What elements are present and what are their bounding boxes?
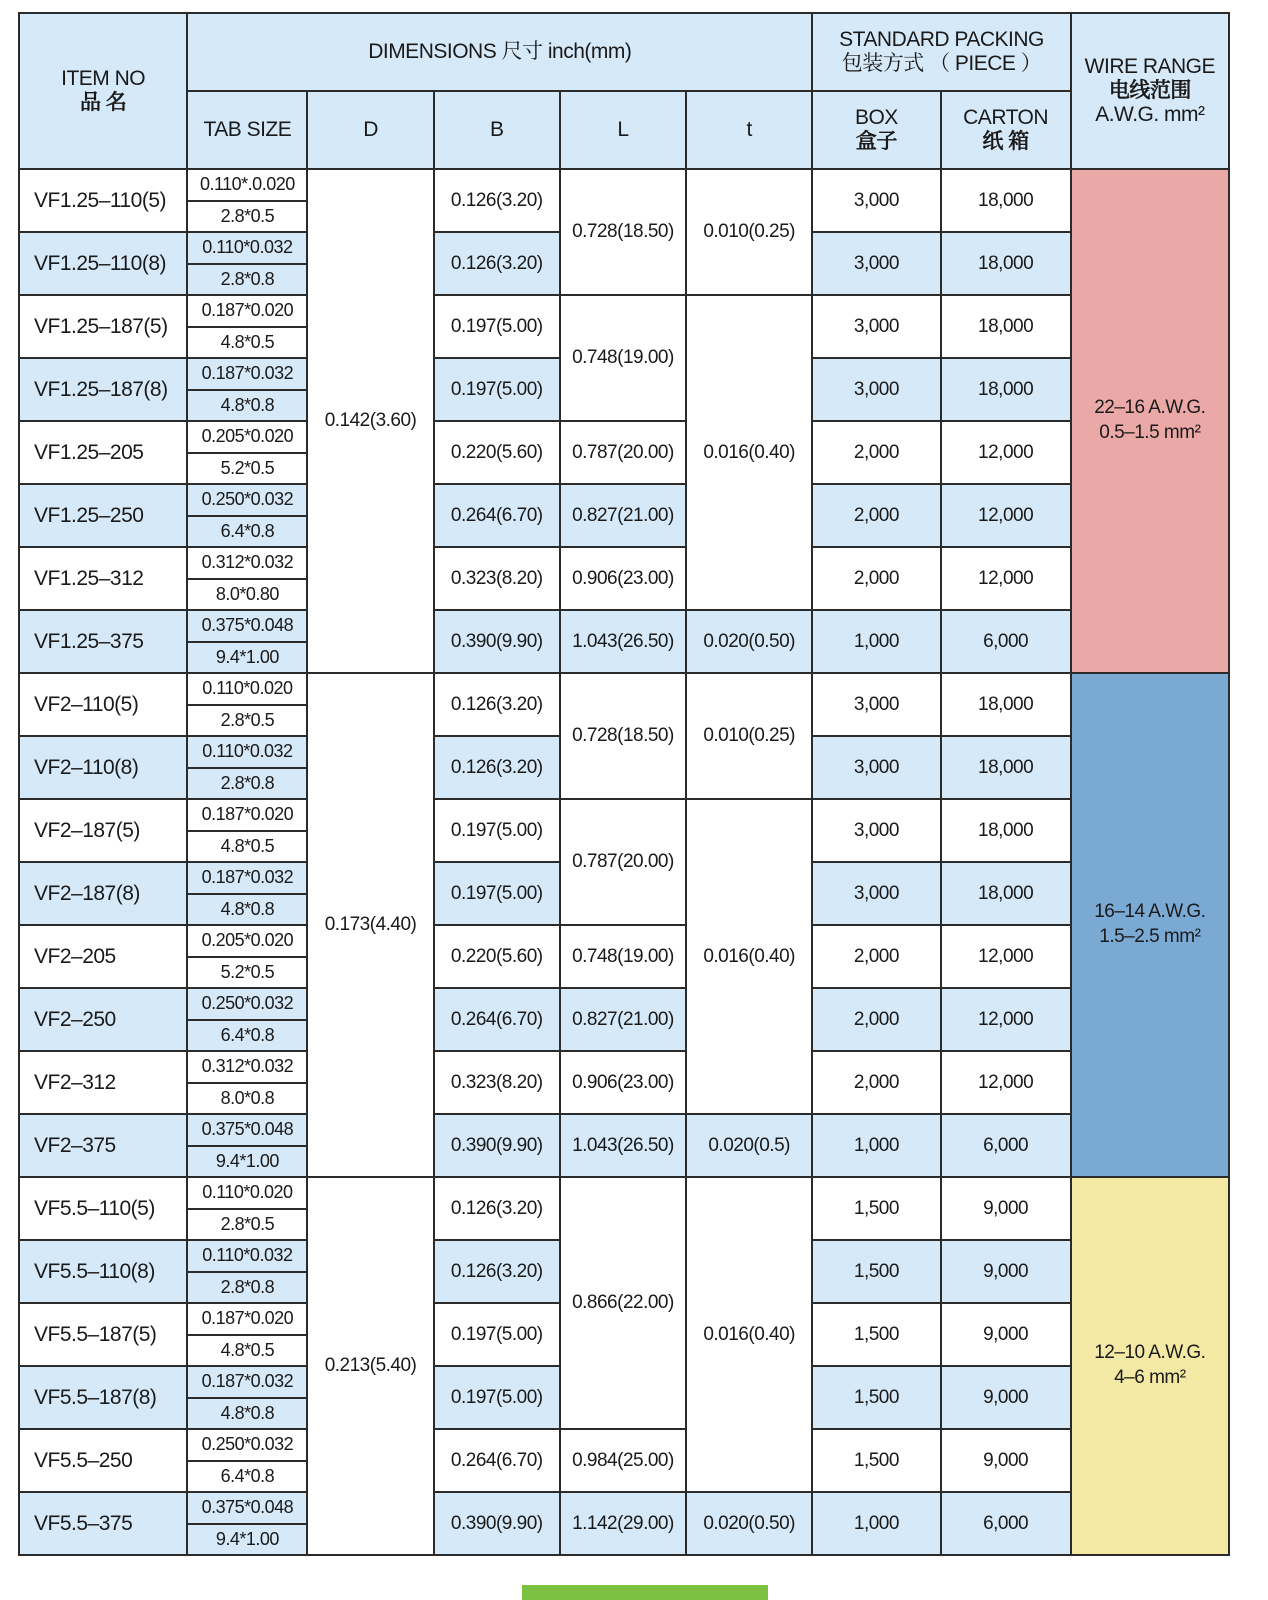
item-no-cell: VF2–187(8): [19, 862, 187, 925]
l-cell: 0.728(18.50): [560, 673, 686, 799]
header-wire-range-label: WIRE RANGE: [1084, 54, 1216, 78]
header-box-label: BOX: [854, 105, 898, 129]
item-no-cell: VF2–110(5): [19, 673, 187, 736]
tab-size-inch-cell: 0.205*0.020: [187, 421, 307, 453]
header-packing-label: STANDARD PACKING: [839, 27, 1044, 51]
carton-qty-cell: 12,000: [941, 925, 1071, 988]
t-cell: 0.010(0.25): [686, 673, 812, 799]
box-qty-cell: 1,500: [812, 1303, 940, 1366]
tab-size-inch-cell: 0.250*0.032: [187, 988, 307, 1020]
box-qty-cell: 1,500: [812, 1177, 940, 1240]
tab-size-inch-cell: 0.312*0.032: [187, 1051, 307, 1083]
carton-qty-cell: 9,000: [941, 1240, 1071, 1303]
table-row: [19, 1051, 1229, 1083]
b-cell: 0.197(5.00): [434, 358, 560, 421]
header-packing: [812, 13, 1070, 91]
wire-range-cell: [1071, 673, 1229, 1177]
b-cell: 0.197(5.00): [434, 799, 560, 862]
l-cell: 0.984(25.00): [560, 1429, 686, 1492]
item-no-cell: VF5.5–110(8): [19, 1240, 187, 1303]
box-qty-cell: 3,000: [812, 736, 940, 799]
box-qty-cell: 1,000: [812, 1114, 940, 1177]
box-qty-cell: 1,000: [812, 610, 940, 673]
l-cell: 0.787(20.00): [560, 421, 686, 484]
tab-size-mm-cell: 4.8*0.5: [187, 831, 307, 863]
item-no-cell: VF1.25–187(5): [19, 295, 187, 358]
box-qty-cell: 1,500: [812, 1429, 940, 1492]
tab-size-mm-cell: 4.8*0.8: [187, 390, 307, 422]
carton-qty-cell: 6,000: [941, 1492, 1071, 1555]
tab-size-mm-cell: 4.8*0.8: [187, 1398, 307, 1430]
b-cell: 0.126(3.20): [434, 736, 560, 799]
item-no-cell: VF5.5–187(5): [19, 1303, 187, 1366]
table-row: [19, 421, 1229, 453]
header-wire-range-unit: A.W.G. mm²: [1095, 103, 1205, 127]
b-cell: 0.264(6.70): [434, 1429, 560, 1492]
item-no-cell: VF2–205: [19, 925, 187, 988]
d-cell: 0.142(3.60): [307, 169, 433, 673]
carton-qty-cell: 18,000: [941, 736, 1071, 799]
box-qty-cell: 3,000: [812, 232, 940, 295]
table-row: [19, 484, 1229, 516]
footer-tab-decoration: [522, 1585, 768, 1600]
header-item-no-cn: 品 名: [79, 91, 127, 114]
carton-qty-cell: 18,000: [941, 673, 1071, 736]
carton-qty-cell: 9,000: [941, 1366, 1071, 1429]
box-qty-cell: 1,500: [812, 1240, 940, 1303]
item-no-cell: VF1.25–375: [19, 610, 187, 673]
b-cell: 0.390(9.90): [434, 610, 560, 673]
wire-range-mm2: 4–6 mm²: [1114, 1367, 1186, 1388]
t-cell: 0.016(0.40): [686, 1177, 812, 1492]
l-cell: 0.728(18.50): [560, 169, 686, 295]
b-cell: 0.390(9.90): [434, 1492, 560, 1555]
table-row: [19, 925, 1229, 957]
tab-size-mm-cell: 5.2*0.5: [187, 957, 307, 989]
tab-size-inch-cell: 0.110*0.032: [187, 232, 307, 264]
tab-size-inch-cell: 0.187*0.020: [187, 295, 307, 327]
carton-qty-cell: 9,000: [941, 1303, 1071, 1366]
box-qty-cell: 3,000: [812, 799, 940, 862]
t-cell: 0.020(0.5): [686, 1114, 812, 1177]
table-row: [19, 1492, 1229, 1524]
box-qty-cell: 2,000: [812, 547, 940, 610]
t-cell: 0.020(0.50): [686, 610, 812, 673]
tab-size-inch-cell: 0.187*0.020: [187, 1303, 307, 1335]
b-cell: 0.197(5.00): [434, 1366, 560, 1429]
table-row: [19, 610, 1229, 642]
item-no-cell: VF5.5–187(8): [19, 1366, 187, 1429]
b-cell: 0.126(3.20): [434, 1240, 560, 1303]
item-no-cell: VF1.25–187(8): [19, 358, 187, 421]
l-cell: 0.866(22.00): [560, 1177, 686, 1429]
l-cell: 0.827(21.00): [560, 988, 686, 1051]
carton-qty-cell: 6,000: [941, 610, 1071, 673]
header-item-no: [19, 13, 187, 169]
tab-size-mm-cell: 6.4*0.8: [187, 1461, 307, 1493]
l-cell: 0.748(19.00): [560, 295, 686, 421]
carton-qty-cell: 12,000: [941, 484, 1071, 547]
table-row: [19, 547, 1229, 579]
tab-size-inch-cell: 0.205*0.020: [187, 925, 307, 957]
carton-qty-cell: 18,000: [941, 862, 1071, 925]
header-t: t: [686, 91, 812, 169]
tab-size-mm-cell: 9.4*1.00: [187, 642, 307, 674]
tab-size-mm-cell: 8.0*0.8: [187, 1083, 307, 1115]
tab-size-mm-cell: 9.4*1.00: [187, 1146, 307, 1178]
d-cell: 0.173(4.40): [307, 673, 433, 1177]
header-item-no-label: ITEM NO: [61, 66, 146, 90]
b-cell: 0.126(3.20): [434, 169, 560, 232]
wire-range-mm2: 1.5–2.5 mm²: [1099, 926, 1201, 947]
carton-qty-cell: 9,000: [941, 1429, 1071, 1492]
box-qty-cell: 3,000: [812, 169, 940, 232]
header-tab-size: TAB SIZE: [187, 91, 307, 169]
tab-size-inch-cell: 0.187*0.032: [187, 862, 307, 894]
table-row: [19, 799, 1229, 831]
b-cell: 0.323(8.20): [434, 1051, 560, 1114]
tab-size-mm-cell: 2.8*0.8: [187, 768, 307, 800]
tab-size-mm-cell: 2.8*0.8: [187, 1272, 307, 1304]
t-cell: 0.016(0.40): [686, 799, 812, 1114]
spec-table-body: [19, 169, 1229, 1555]
item-no-cell: VF1.25–312: [19, 547, 187, 610]
b-cell: 0.220(5.60): [434, 925, 560, 988]
header-d: D: [307, 91, 433, 169]
wire-range-cell: [1071, 1177, 1229, 1555]
header-b: B: [434, 91, 560, 169]
tab-size-mm-cell: 4.8*0.8: [187, 894, 307, 926]
b-cell: 0.197(5.00): [434, 295, 560, 358]
tab-size-inch-cell: 0.375*0.048: [187, 1114, 307, 1146]
tab-size-inch-cell: 0.110*0.020: [187, 1177, 307, 1209]
tab-size-mm-cell: 2.8*0.8: [187, 264, 307, 296]
t-cell: 0.010(0.25): [686, 169, 812, 295]
t-cell: 0.016(0.40): [686, 295, 812, 610]
box-qty-cell: 2,000: [812, 925, 940, 988]
item-no-cell: VF1.25–205: [19, 421, 187, 484]
box-qty-cell: 3,000: [812, 295, 940, 358]
wire-range-awg: 22–16 A.W.G.: [1094, 397, 1206, 419]
header-carton: [941, 91, 1071, 169]
b-cell: 0.264(6.70): [434, 484, 560, 547]
l-cell: 0.748(19.00): [560, 925, 686, 988]
item-no-cell: VF2–187(5): [19, 799, 187, 862]
item-no-cell: VF1.25–250: [19, 484, 187, 547]
l-cell: 0.787(20.00): [560, 799, 686, 925]
tab-size-inch-cell: 0.187*0.032: [187, 1366, 307, 1398]
tab-size-mm-cell: 4.8*0.5: [187, 1335, 307, 1367]
tab-size-mm-cell: 9.4*1.00: [187, 1524, 307, 1556]
tab-size-inch-cell: 0.312*0.032: [187, 547, 307, 579]
wire-range-awg: 16–14 A.W.G.: [1094, 901, 1206, 923]
box-qty-cell: 1,500: [812, 1366, 940, 1429]
header-carton-label: CARTON: [963, 105, 1049, 129]
tab-size-inch-cell: 0.250*0.032: [187, 484, 307, 516]
header-box-cn: 盒子: [855, 130, 897, 153]
carton-qty-cell: 12,000: [941, 988, 1071, 1051]
wire-range-awg: 12–10 A.W.G.: [1094, 1342, 1206, 1364]
tab-size-mm-cell: 6.4*0.8: [187, 1020, 307, 1052]
carton-qty-cell: 18,000: [941, 169, 1071, 232]
tab-size-inch-cell: 0.110*0.032: [187, 736, 307, 768]
b-cell: 0.220(5.60): [434, 421, 560, 484]
header-box: [812, 91, 940, 169]
b-cell: 0.390(9.90): [434, 1114, 560, 1177]
tab-size-mm-cell: 2.8*0.5: [187, 1209, 307, 1241]
box-qty-cell: 3,000: [812, 862, 940, 925]
box-qty-cell: 3,000: [812, 358, 940, 421]
tab-size-mm-cell: 8.0*0.80: [187, 579, 307, 611]
item-no-cell: VF5.5–375: [19, 1492, 187, 1555]
header-carton-cn: 纸 箱: [982, 130, 1029, 153]
table-row: [19, 1114, 1229, 1146]
tab-size-mm-cell: 4.8*0.5: [187, 327, 307, 359]
tab-size-inch-cell: 0.375*0.048: [187, 610, 307, 642]
item-no-cell: VF5.5–250: [19, 1429, 187, 1492]
carton-qty-cell: 6,000: [941, 1114, 1071, 1177]
tab-size-mm-cell: 5.2*0.5: [187, 453, 307, 485]
tab-size-inch-cell: 0.110*.0.020: [187, 169, 307, 201]
carton-qty-cell: 18,000: [941, 232, 1071, 295]
tab-size-inch-cell: 0.110*0.032: [187, 1240, 307, 1272]
carton-qty-cell: 18,000: [941, 295, 1071, 358]
box-qty-cell: 2,000: [812, 988, 940, 1051]
tab-size-inch-cell: 0.110*0.020: [187, 673, 307, 705]
spec-table: [18, 12, 1230, 1556]
wire-range-mm2: 0.5–1.5 mm²: [1099, 422, 1201, 443]
table-row: [19, 673, 1229, 705]
item-no-cell: VF1.25–110(5): [19, 169, 187, 232]
item-no-cell: VF2–110(8): [19, 736, 187, 799]
box-qty-cell: 2,000: [812, 421, 940, 484]
tab-size-mm-cell: 2.8*0.5: [187, 201, 307, 233]
wire-range-cell: [1071, 169, 1229, 673]
carton-qty-cell: 12,000: [941, 1051, 1071, 1114]
item-no-cell: VF2–375: [19, 1114, 187, 1177]
table-row: [19, 169, 1229, 201]
tab-size-inch-cell: 0.375*0.048: [187, 1492, 307, 1524]
header-packing-cn: 包装方式 （ PIECE ）: [841, 52, 1042, 75]
table-row: [19, 988, 1229, 1020]
l-cell: 1.043(26.50): [560, 1114, 686, 1177]
l-cell: 1.142(29.00): [560, 1492, 686, 1555]
carton-qty-cell: 18,000: [941, 358, 1071, 421]
item-no-cell: VF2–250: [19, 988, 187, 1051]
l-cell: 1.043(26.50): [560, 610, 686, 673]
table-row: [19, 1177, 1229, 1209]
box-qty-cell: 2,000: [812, 484, 940, 547]
b-cell: 0.264(6.70): [434, 988, 560, 1051]
d-cell: 0.213(5.40): [307, 1177, 433, 1555]
tab-size-inch-cell: 0.187*0.032: [187, 358, 307, 390]
l-cell: 0.906(23.00): [560, 1051, 686, 1114]
table-row: [19, 1429, 1229, 1461]
item-no-cell: VF1.25–110(8): [19, 232, 187, 295]
box-qty-cell: 2,000: [812, 1051, 940, 1114]
l-cell: 0.827(21.00): [560, 484, 686, 547]
box-qty-cell: 1,000: [812, 1492, 940, 1555]
header-wire-range-cn: 电线范围: [1108, 78, 1191, 102]
b-cell: 0.197(5.00): [434, 1303, 560, 1366]
tab-size-inch-cell: 0.187*0.020: [187, 799, 307, 831]
b-cell: 0.126(3.20): [434, 1177, 560, 1240]
b-cell: 0.126(3.20): [434, 673, 560, 736]
b-cell: 0.126(3.20): [434, 232, 560, 295]
box-qty-cell: 3,000: [812, 673, 940, 736]
tab-size-mm-cell: 2.8*0.5: [187, 705, 307, 737]
b-cell: 0.323(8.20): [434, 547, 560, 610]
carton-qty-cell: 9,000: [941, 1177, 1071, 1240]
header-l: L: [560, 91, 686, 169]
l-cell: 0.906(23.00): [560, 547, 686, 610]
tab-size-inch-cell: 0.250*0.032: [187, 1429, 307, 1461]
item-no-cell: VF2–312: [19, 1051, 187, 1114]
b-cell: 0.197(5.00): [434, 862, 560, 925]
carton-qty-cell: 12,000: [941, 547, 1071, 610]
header-dimensions: DIMENSIONS 尺寸 inch(mm): [187, 13, 812, 91]
table-row: [19, 295, 1229, 327]
t-cell: 0.020(0.50): [686, 1492, 812, 1555]
carton-qty-cell: 12,000: [941, 421, 1071, 484]
item-no-cell: VF5.5–110(5): [19, 1177, 187, 1240]
tab-size-mm-cell: 6.4*0.8: [187, 516, 307, 548]
header-wire-range: [1071, 13, 1229, 169]
carton-qty-cell: 18,000: [941, 799, 1071, 862]
